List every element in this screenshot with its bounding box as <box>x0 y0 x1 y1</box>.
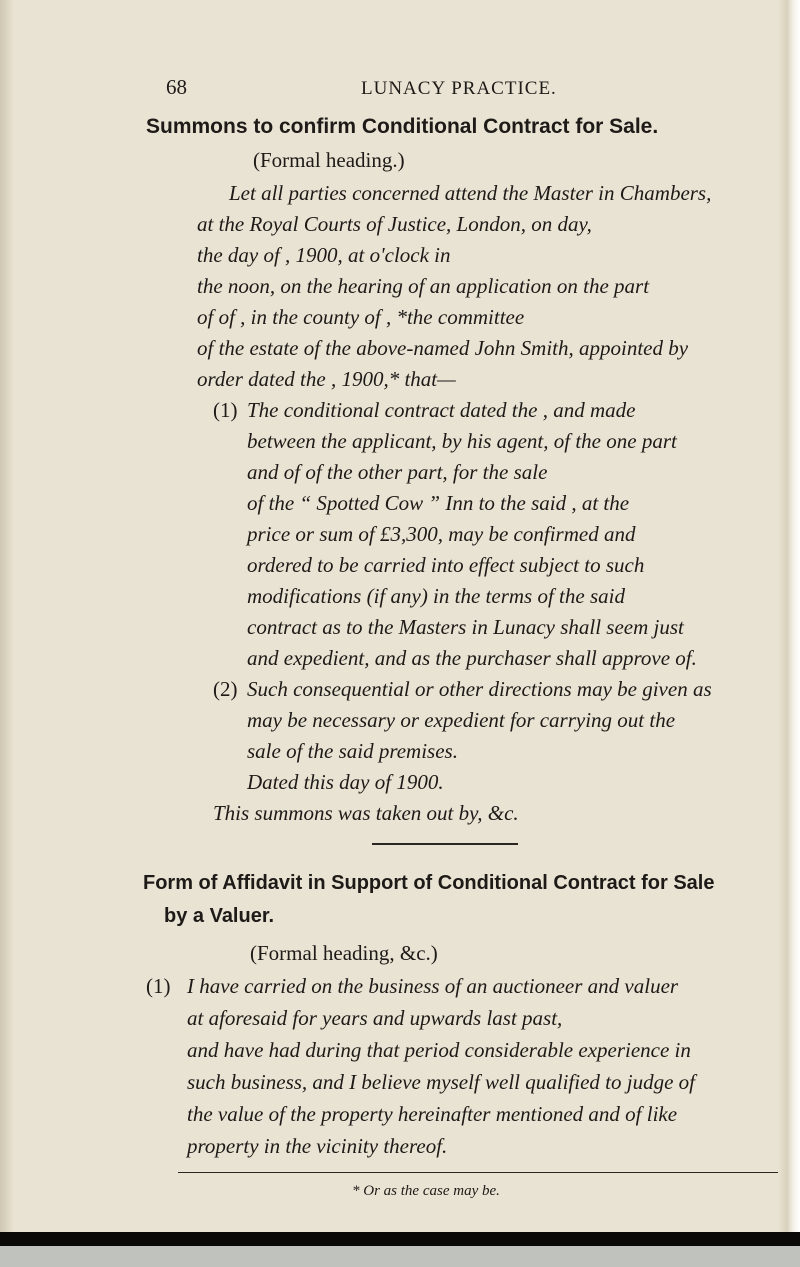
dated-line: Dated this day of 1900. <box>247 770 444 794</box>
item2-line: sale of the said premises. <box>247 739 458 763</box>
item-number: (1) <box>213 398 238 422</box>
section2-heading: Form of Affidavit in Support of Conditional Contract for Sale <box>143 872 715 894</box>
affidavit-line: such business, and I believe myself well qualified to judge of <box>187 1070 695 1094</box>
summons-line: of of , in the county of , *the committee <box>197 305 525 329</box>
footnote-rule <box>178 1172 778 1173</box>
item1-line: The conditional contract dated the , and made <box>247 398 636 422</box>
section1-heading: Summons to confirm Conditional Contract for Sale. <box>146 115 659 138</box>
summons-line: at the Royal Courts of Justice, London, on day, <box>197 212 592 236</box>
affidavit-line: property in the vicinity thereof. <box>187 1134 448 1158</box>
summons-line: of the estate of the above-named John Smith, appointed by <box>197 336 689 360</box>
scan-edge-band <box>0 1232 800 1246</box>
item-number: (2) <box>213 677 238 701</box>
item1-line: contract as to the Masters in Lunacy shall seem just <box>247 615 684 639</box>
item1-line: of the “ Spotted Cow ” Inn to the said , at the <box>247 491 630 515</box>
page-edge <box>778 0 800 1267</box>
section1-formal-heading: (Formal heading.) <box>253 148 405 172</box>
running-head: LUNACY PRACTICE. <box>361 78 557 99</box>
summons-line: the noon, on the hearing of an application on the part <box>197 274 650 298</box>
item2-line: Such consequential or other directions may be given as <box>247 677 712 701</box>
summons-line: Let all parties concerned attend the Master in Chambers, <box>229 181 712 205</box>
item1-line: between the applicant, by his agent, of the one part <box>247 429 677 453</box>
affidavit-line: and have had during that period considerable experience in <box>187 1038 691 1062</box>
page-number: 68 <box>166 75 187 99</box>
affidavit-line: I have carried on the business of an auctioneer and valuer <box>187 974 679 998</box>
scan-background <box>0 1246 800 1267</box>
item2-line: may be necessary or expedient for carrying out the <box>247 708 676 732</box>
summons-line: order dated the , 1900,* that— <box>197 367 456 391</box>
footnote: * Or as the case may be. <box>352 1183 500 1199</box>
item1-line: ordered to be carried into effect subject to such <box>247 553 645 577</box>
item1-line: modifications (if any) in the terms of the said <box>247 584 625 608</box>
section2-formal-heading: (Formal heading, &c.) <box>250 941 438 965</box>
summons-line: the day of , 1900, at o'clock in <box>197 243 451 267</box>
section2-heading-cont: by a Valuer. <box>164 905 275 927</box>
page-gutter-shadow <box>0 0 14 1267</box>
section-divider <box>372 843 518 845</box>
item-number: (1) <box>146 974 171 998</box>
item1-line: and of of the other part, for the sale <box>247 460 548 484</box>
item1-line: and expedient, and as the purchaser shall approve of. <box>247 646 697 670</box>
affidavit-line: the value of the property hereinafter mentioned and of like <box>187 1102 678 1126</box>
item1-line: price or sum of £3,300, may be confirmed and <box>247 522 636 546</box>
taken-line: This summons was taken out by, &c. <box>213 801 519 825</box>
affidavit-line: at aforesaid for years and upwards last past, <box>187 1006 563 1030</box>
